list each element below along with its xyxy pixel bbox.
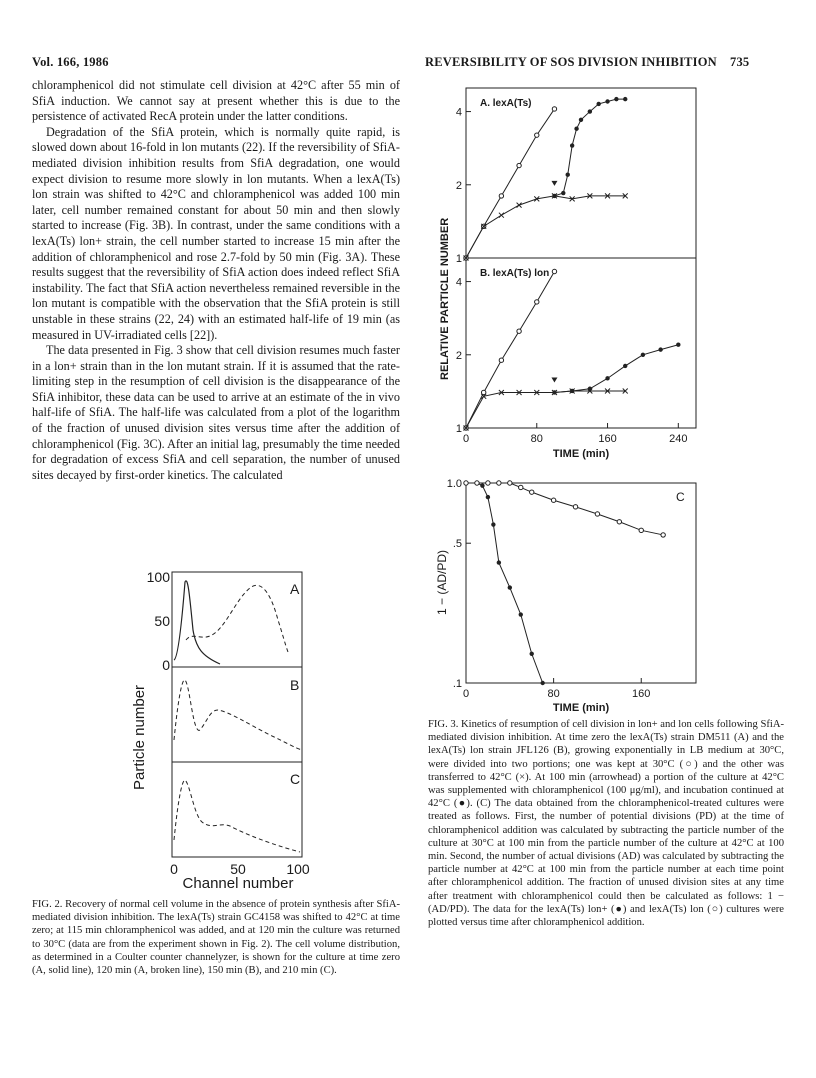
figure-3c xyxy=(430,475,710,715)
fig3c-point-filled xyxy=(530,652,534,656)
fig3b-series-line-1 xyxy=(466,391,625,428)
fig3b-ytick-label: 4 xyxy=(455,276,462,289)
fig3c-point-open xyxy=(617,520,621,524)
fig2-ytick-0: 0 xyxy=(162,657,170,673)
fig3c-series-line-1 xyxy=(466,483,663,535)
fig2-xlabel: Channel number xyxy=(182,875,294,890)
fig3b-point-filled xyxy=(570,389,574,393)
fig3a-point-filled xyxy=(574,127,578,131)
fig3a-point-filled xyxy=(623,97,627,101)
fig3a-point-filled xyxy=(570,143,574,147)
fig3a-frame xyxy=(466,88,696,258)
fig3c-point-filled xyxy=(486,495,490,499)
fig3c-frame xyxy=(466,483,696,683)
fig3b-xtick-label: 0 xyxy=(462,433,470,445)
fig3ab-xlabel: TIME (min) xyxy=(552,448,610,460)
left-column-text xyxy=(32,78,400,483)
fig3b-point-filled xyxy=(552,390,556,394)
fig3c-ytick-label: .1 xyxy=(452,678,462,690)
fig3b-xtick-label: 240 xyxy=(669,433,688,445)
fig3a-point-filled xyxy=(596,102,600,106)
fig3c-point-open xyxy=(551,498,555,502)
fig3a-point-filled xyxy=(552,194,556,198)
fig3a-series-line-0 xyxy=(466,109,554,258)
fig3b-frame xyxy=(466,258,696,428)
fig3c-ytick-label: .5 xyxy=(452,538,462,551)
figure-2 xyxy=(130,560,330,890)
arrowhead-icon xyxy=(551,377,557,382)
fig3a-title: A. lexA(Ts) xyxy=(480,98,532,109)
fig2-curve-c xyxy=(174,780,300,852)
fig3c-point-filled xyxy=(508,585,512,589)
figure-3ab xyxy=(430,80,730,460)
fig3b-point-filled xyxy=(623,364,627,368)
fig3-caption: FIG. 3. Kinetics of resumption of cell division in lon+ and lon cells following SfiA-mediated division inhibition. At time zero the lexA(Ts) strain DM511 (A) and the lexA(Ts) lon strain JFL126 (B), growing exponentially in LB medium at 30°C, were divided into two portions; one was kept at 30°C (○) and the other was transferred to 42°C (×). At 100 min (arrowhead) a portion of the culture at 42°C was supplemented with chloramphenicol (100 μg/ml), and incubation continued at 42°C (●). (C) The data obtained from the chloramphenicol-treated cultures were treated as follows. First, the number of potential divisions (PD) at the time of chloramphenicol addition was calculated by subtracting the particle number of the culture at 30°C at 100 min from the particle number of the culture at 42°C at 100 min. Second, the number of actual divisions (AD) was calculated by subtracting the particle number at 42°C at 100 min from the particle number at each time point after chloramphenicol addition. The fraction of unused division sites at any time after treatment with chloramphenicol could then be calculated as follows: 1 − (AD/PD). The data for the lexA(Ts) lon+ (●) and lexA(Ts) lon (○) cultures were plotted versus time after chloramphenicol addition. xyxy=(428,719,784,929)
fig3a-point-filled xyxy=(566,173,570,177)
fig2-panel-label-c: C xyxy=(290,771,301,787)
fig2-curve-a-solid xyxy=(174,581,220,664)
fig2-xtick-100: 100 xyxy=(286,861,310,877)
fig3a-point-filled xyxy=(605,99,609,103)
fig3c-xtick-label: 160 xyxy=(632,688,651,700)
fig3c-point-open xyxy=(573,505,577,509)
fig2-caption: FIG. 2. Recovery of normal cell volume in the absence of protein synthesis after SfiA-mediated division inhibition. The lexA(Ts) strain GC4158 was shifted to 42°C at time zero; at 115 min chloramphenicol was added, and at 120 min the culture was returned to 30°C (data are from the experiment shown in Fig. 2). The cell volume distribution, as determined in a Coulter counter channelyzer, is shown for the culture at time zero (A, solid line), 120 min (A, broken line), 150 min (B), and 210 min (C). xyxy=(32,899,400,977)
fig3c-ylabel: 1 − (AD/PD) xyxy=(435,549,449,615)
fig3b-point-open xyxy=(481,390,485,394)
fig2-panel-c-frame xyxy=(172,762,302,857)
fig2-panel-label-a: A xyxy=(290,581,300,597)
fig2-panel-label-b: B xyxy=(290,677,300,693)
fig3b-point-filled xyxy=(658,347,662,351)
fig3c-point-open xyxy=(508,481,512,485)
running-header-title: REVERSIBILITY OF SOS DIVISION INHIBITION xyxy=(425,55,717,69)
fig2-xtick-50: 50 xyxy=(230,861,246,877)
fig3c-xlabel: TIME (min) xyxy=(552,702,610,714)
fig3a-point-filled xyxy=(614,97,618,101)
fig3b-title: B. lexA(Ts) lon xyxy=(480,268,550,279)
fig3c-ytick-label: 1.0 xyxy=(446,478,462,490)
paragraph-2: Degradation of the SfiA protein, which is normally quite rapid, is slowed down about 16-fold in lon mutants (22). If the reversibility of SfiA-mediated division inhibition results from SfiA degradation, one would expect division to resume more slowly in lon mutants. When a lexA(Ts) lon strain was shifted to 42°C and chloramphenicol was added 100 min later, cell number remained constant for about 50 min and then slowly started to increase (Fig. 3B). In contrast, under the same conditions with a lexA(Ts) lon+ strain, the cell number started to increase 15 min after the addition of chloramphenicol and rose 2.7-fold by 50 min (Fig. 3A). These results suggest that the reversibility of SfiA action does indeed reflect SfiA instability. The fact that SfiA action nevertheless remained reversible in the lon mutant is compatible with the observation that the SfiA protein is still unstable in these strains (22, 24) with an estimated half-life of 19 min (as measured in UV-irradiated cells [22]). xyxy=(32,124,400,342)
fig2-ytick-50: 50 xyxy=(154,613,170,629)
fig2-curve-a-dashed xyxy=(186,585,288,652)
fig3b-point-open xyxy=(517,329,521,333)
fig2-ytick-100: 100 xyxy=(146,569,170,585)
running-header-volume: Vol. 166, 1986 xyxy=(32,55,109,69)
fig2-curve-b xyxy=(174,680,302,750)
fig2-xtick-0: 0 xyxy=(170,861,178,877)
fig3c-xtick-label: 0 xyxy=(462,688,470,700)
fig2-panel-b-frame xyxy=(172,667,302,762)
fig3c-point-open xyxy=(639,528,643,532)
fig3c-point-open xyxy=(530,490,534,494)
fig3c-point-open xyxy=(595,512,599,516)
fig3c-point-open xyxy=(486,481,490,485)
fig3a-point-filled xyxy=(579,118,583,122)
fig3b-point-open xyxy=(499,358,503,362)
fig3a-ytick-label: 2 xyxy=(455,179,462,192)
fig3b-xtick-label: 80 xyxy=(530,433,543,445)
fig3-ylabel: RELATIVE PARTICLE NUMBER xyxy=(439,217,451,380)
fig3c-point-open xyxy=(661,533,665,537)
fig3a-series-line-1 xyxy=(466,196,625,258)
fig3c-point-filled xyxy=(519,612,523,616)
paragraph-1: chloramphenicol did not stimulate cell division at 42°C after 55 min of SfiA induction. We cannot say at present whether this is due to the persistence of activated RecA protein under the latter conditions. xyxy=(32,78,400,124)
fig3b-point-open xyxy=(552,269,556,273)
paragraph-3: The data presented in Fig. 3 show that cell division resumes much faster in a lon+ strain than in the lon mutant strain. If it is assumed that the rate-limiting step in the resumption of cell division is the disappearance of the SfiA inhibitor, these data can be used to arrive at an estimate of the in vivo half-life of SfiA. The half-life was calculated from a plot of the logarithm of the fraction of unused division sites versus time after the addition of chloramphenicol (Fig. 3C). After an initial lag, presumably the time needed for degradation of excess SfiA and cell separation, the number of unused sites decayed by first-order kinetics. The calculated xyxy=(32,343,400,482)
fig3b-point-open xyxy=(535,300,539,304)
fig3b-ytick-label: 2 xyxy=(455,349,462,362)
arrowhead-icon xyxy=(551,181,557,186)
fig3c-title: C xyxy=(676,490,685,504)
fig3c-xtick-label: 80 xyxy=(547,688,560,700)
fig2-ylabel: Particle number xyxy=(131,684,148,790)
fig3b-point-filled xyxy=(676,343,680,347)
fig3a-point-open xyxy=(517,163,521,167)
fig3b-point-filled xyxy=(641,353,645,357)
fig3b-ytick-label: 1 xyxy=(455,423,462,435)
fig3c-point-open xyxy=(475,481,479,485)
page-number: 735 xyxy=(730,55,750,69)
fig3c-point-open xyxy=(497,481,501,485)
fig3a-point-open xyxy=(552,107,556,111)
fig3a-ytick-label: 1 xyxy=(455,253,462,265)
fig3a-point-filled xyxy=(561,191,565,195)
fig3c-point-filled xyxy=(540,681,544,685)
fig3c-point-filled xyxy=(497,560,501,564)
fig3c-point-filled xyxy=(491,522,495,526)
fig3a-point-open xyxy=(535,133,539,137)
fig3b-series-line-2 xyxy=(554,345,678,393)
fig3c-point-open xyxy=(519,485,523,489)
fig3a-point-open xyxy=(499,194,503,198)
fig3a-point-filled xyxy=(588,109,592,113)
fig3b-xtick-label: 160 xyxy=(598,433,617,445)
fig3a-point-x xyxy=(517,203,522,208)
fig3a-point-x xyxy=(499,213,504,218)
fig3c-point-filled xyxy=(480,483,484,487)
fig3c-point-open xyxy=(464,481,468,485)
fig3b-point-filled xyxy=(605,376,609,380)
fig3b-point-filled xyxy=(588,387,592,391)
fig3a-ytick-label: 4 xyxy=(455,106,462,119)
